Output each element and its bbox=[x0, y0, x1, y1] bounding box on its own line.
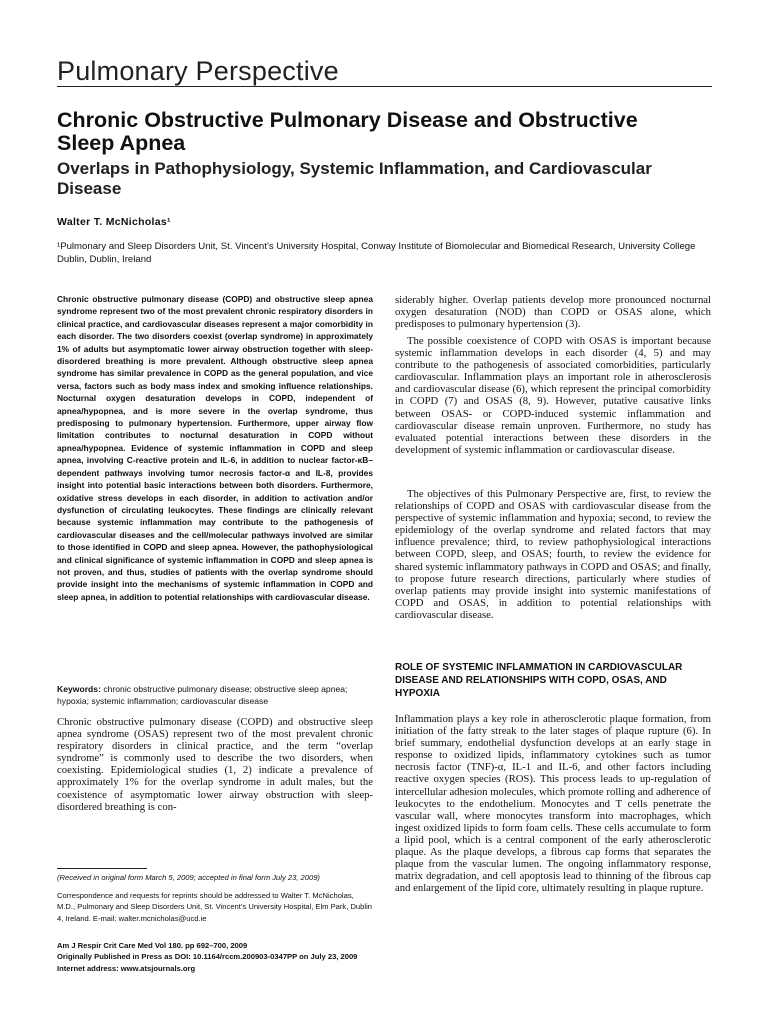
received-dates: (Received in original form March 5, 2009; accepted in final form July 23, 2009) bbox=[57, 873, 320, 882]
abstract: Chronic obstructive pulmonary disease (COPD) and obstructive sleep apnea syndrome represent two of the most prevalent chronic respiratory disorders in clinical practice, and cardiovascular diseases represent a major comorbidity in each disorder. The two disorders coexist (overlap syndrome) in approximately 1% of adults but asymptomatic lower airway obstruction together with sleep-disordered breathing is more prevalent. Although obstructive sleep apnea syndrome has similar prevalence in COPD as the general population, and vice versa, factors such as body mass index and smoking influence relationships. Nocturnal oxygen desaturation develops in COPD, independent of apnea/hypopnea, and is more severe in the overlap syndrome, thus predisposing to pulmonary hypertension. Furthermore, upper airway flow limitation contributes to nocturnal desaturation in COPD without apnea/hypopnea. Evidence of systemic inflammation in COPD and sleep apnea, involving C-reactive protein and IL-6, in addition to nuclear factor-κB–dependent pathways involving tumor necrosis factor-α and IL-8, provides insight into potential basic interactions between both disorders. Furthermore, oxidative stress develops in each disorder, in addition to activation and/or dysfunction of circulating leukocytes. These findings are clinically relevant because systemic inflammation may contribute to the pathogenesis of cardiovascular diseases and the cell/molecular pathways involved are similar to those identified in COPD and sleep apnea. However, the pathophysiological and clinical significance of systemic inflammation in COPD and sleep apnea is not proven, and thus, studies of patients with the overlap syndrome should provide insight into the mechanisms of systemic inflammation in COPD and sleep apnea, in addition to potential relationships with cardiovascular disease. bbox=[57, 294, 373, 602]
section-heading: ROLE OF SYSTEMIC INFLAMMATION IN CARDIOVASCULAR DISEASE AND RELATIONSHIPS WITH COPD, OSAS, AND HYPOXIA bbox=[395, 662, 683, 699]
footnote-rule bbox=[57, 868, 147, 869]
header-rule bbox=[57, 86, 712, 87]
journal-citation: Am J Respir Crit Care Med Vol 180. pp 692–700, 2009 bbox=[57, 941, 248, 950]
article-title: Chronic Obstructive Pulmonary Disease and Obstructive Sleep Apnea bbox=[57, 108, 638, 155]
doi-line: Originally Published in Press as DOI: 10.1164/rccm.200903-0347PP on July 23, 2009 bbox=[57, 952, 358, 962]
internet-address: Internet address: www.atsjournals.org bbox=[57, 963, 196, 973]
body-paragraph-coexistence: The possible coexistence of COPD with OSAS is important because systemic inflammation develops in each disorder (4, 5) and may contribute to the pathogenesis of associated comorbidities, particularly cardiovascular. Inflammation plays an important role in atherosclerosis and cardiovascular disease (6), which represent the principal comorbidity in COPD (7) and OSAS (8, 9). However, putative causative links between OSAS- or COPD-induced systemic inflammation and cardiovascular disease remain unproven. Furthermore, no study has evaluated potential interactions between these disorders in the development of systemic inflammation or cardiovascular disease. bbox=[395, 335, 711, 456]
keywords bbox=[57, 683, 373, 708]
body-paragraph-inflammation: Inflammation plays a key role in atherosclerotic plaque formation, from initiation of the fatty streak to the later stages of plaque rupture (6). In brief summary, endothelial dysfunction develops at an early stage in response to oxidized lipids, inflammatory cytokines such as tumor necrosis factor (TNF)-α, IL-1 and IL-6, and other factors including reactive oxygen species (ROS). This process leads to up-regulation of intercellular adhesion molecules, which promote rolling and adherence of leukocytes to the endothelium. Monocytes and T cells penetrate the vascular wall, where monocytes transform into macrophages, which ingest oxidized lipids to form foam cells. These cells accumulate to form a lipid pool, which is a central component of the early atherosclerotic plaque. As the plaque develops, a fibrous cap forms that separates the plaque from the vascular lumen. The ongoing inflammatory response, matrix degradation, and cell apoptosis lead to thinning of the fibrous cap and enlargement of the lipid core, ultimately resulting in plaque rupture. bbox=[395, 713, 711, 895]
author-name: Walter T. McNicholas¹ bbox=[57, 216, 171, 228]
journal-info bbox=[57, 940, 373, 974]
author-affiliation: ¹Pulmonary and Sleep Disorders Unit, St. Vincent’s University Hospital, Conway Institute of Biomolecular and Biomedical Research, University College Dublin, Dublin, Ireland bbox=[57, 241, 696, 265]
intro-paragraph: Chronic obstructive pulmonary disease (COPD) and obstructive sleep apnea syndrome (OSAS) represent two of the most prevalent chronic respiratory disorders in clinical practice, and the term “overlap syndrome” is commonly used to describe the two disorders, when coexisting. Epidemiological studies (1, 2) indicate a prevalence of approximately 1% for the overlap syndrome in adult males, but the coexistence of asymptomatic lower airway obstruction with sleep-disordered breathing is con- bbox=[57, 716, 373, 813]
keywords-label: Keywords: bbox=[57, 684, 101, 694]
correspondence-note: Correspondence and requests for reprints should be addressed to Walter T. McNicholas, M.D., Pulmonary and Sleep Disorders Unit, St. Vincent’s University Hospital, Elm Park, Dublin 4, Ireland. E-mail: walter.mcnicholas@ucd.ie bbox=[57, 891, 372, 923]
body-paragraph-continued: siderably higher. Overlap patients develop more pronounced nocturnal oxygen desaturation (NOD) than COPD or OSAS alone, which predisposes to pulmonary hypertension (3). bbox=[395, 294, 711, 331]
article-subtitle: Overlaps in Pathophysiology, Systemic Inflammation, and Cardiovascular Disease bbox=[57, 159, 652, 198]
body-paragraph-objectives: The objectives of this Pulmonary Perspective are, first, to review the relationships of COPD and OSAS with cardiovascular disease from the perspective of systemic inflammation and hypoxia; second, to review the epidemiology of the overlap syndrome and related factors that may influence prevalence; third, to review pathophysiological interactions between COPD, sleep, and OSAS; fourth, to review the evidence for shared systemic inflammatory pathways in COPD and OSAS; and finally, to propose future research directions, particularly where studies of overlap patients may provide insight into systemic manifestations of COPD and OSAS, in addition to potential relationships with cardiovascular disease. bbox=[395, 488, 711, 621]
section-label: Pulmonary Perspective bbox=[57, 56, 339, 86]
keywords-text: chronic obstructive pulmonary disease; obstructive sleep apnea; hypoxia; systemic inflammation; cardiovascular disease bbox=[57, 684, 348, 707]
